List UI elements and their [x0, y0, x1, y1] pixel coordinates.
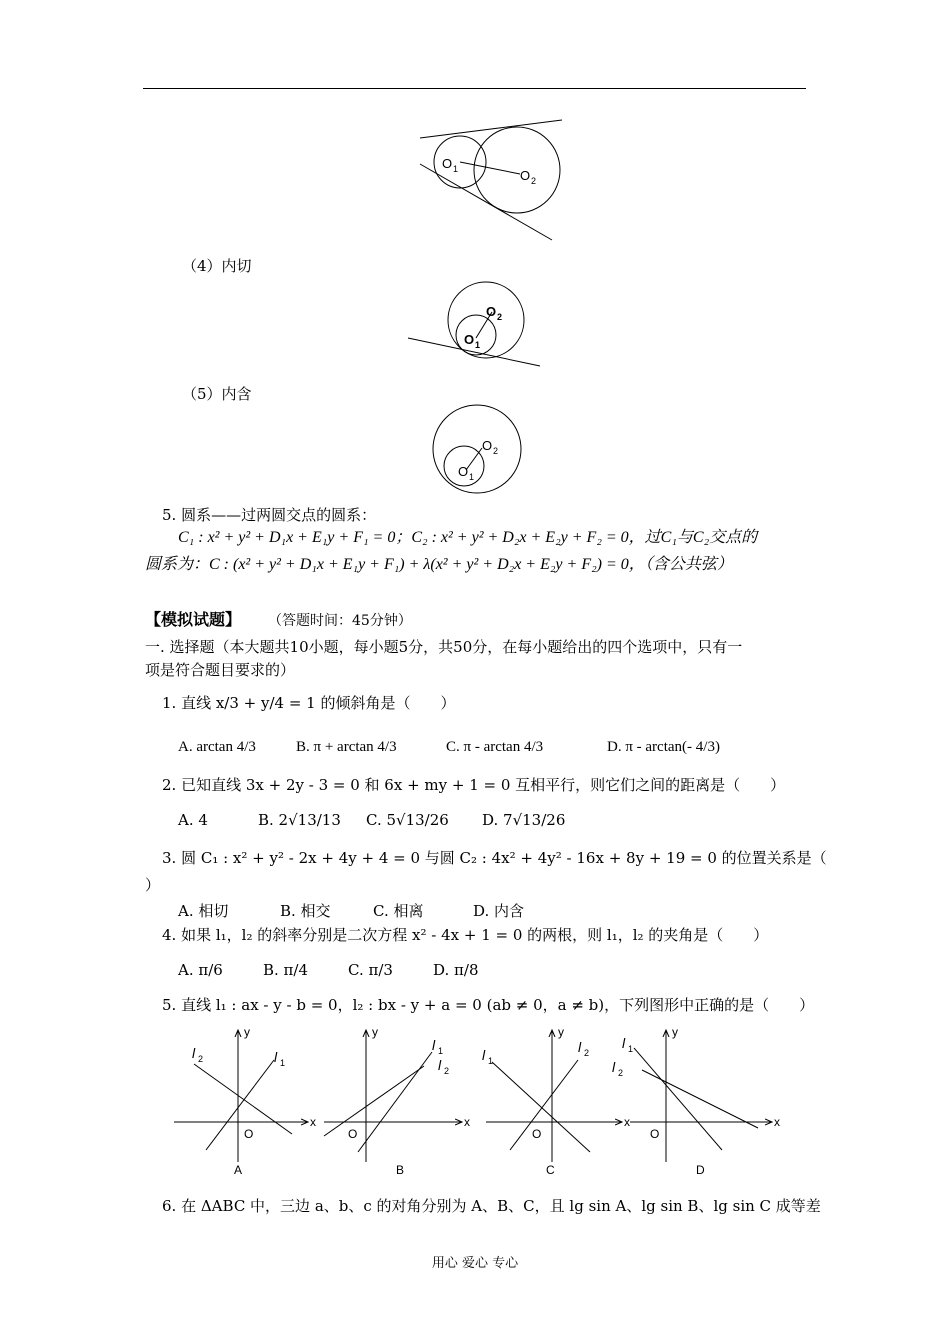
caption-b: B — [396, 1163, 405, 1177]
q1-option-a: A. arctan 4/3 — [178, 739, 256, 755]
svg-text:2: 2 — [531, 176, 537, 186]
o1-label: O — [464, 332, 475, 347]
section-4-heading: （4）内切 — [182, 257, 252, 275]
svg-text:l: l — [438, 1057, 442, 1073]
svg-text:1: 1 — [628, 1044, 634, 1054]
figure-internally-tangent — [404, 280, 546, 372]
svg-text:2: 2 — [618, 1068, 624, 1078]
svg-text:y: y — [244, 1025, 250, 1039]
section-intro-2: 项是符合题目要求的） — [145, 661, 296, 679]
item-5-title: 5. 圆系——过两圆交点的圆系： — [162, 506, 377, 524]
mock-test-time: （答题时间：45分钟） — [268, 613, 412, 629]
svg-text:l: l — [274, 1049, 278, 1065]
q4-option-c: C. π/3 — [348, 961, 393, 979]
q3-option-a: A. 相切 — [178, 902, 229, 920]
o1-label: O — [458, 464, 469, 479]
q2-option-d: D. 7√13/26 — [482, 811, 566, 829]
page-footer: 用心 爱心 专心 — [431, 1256, 519, 1271]
svg-text:O: O — [532, 1127, 542, 1141]
mock-test-title: 【模拟试题】 — [145, 610, 242, 629]
graph-a — [174, 1025, 316, 1177]
svg-text:1: 1 — [469, 472, 475, 482]
caption-a: A — [234, 1163, 243, 1177]
svg-text:O: O — [650, 1127, 660, 1141]
caption-c: C — [546, 1163, 555, 1177]
circle-equations: C₁ : x² + y² + D₁x + E₁y + F₁ = 0；C₂ : x² + y² + D₂x + E₂y + F₂ = 0，过C₁与C₂交点的 — [178, 529, 758, 546]
question-1-stem: 1. 直线 x/3 + y/4 = 1 的倾斜角是（ ） — [162, 694, 456, 712]
svg-text:y: y — [558, 1025, 564, 1039]
graph-d — [612, 1025, 780, 1177]
question-5-graphs — [170, 1022, 790, 1182]
q3-option-d: D. 内含 — [473, 902, 525, 920]
q4-option-a: A. π/6 — [178, 961, 223, 979]
question-3-stem: 3. 圆 C₁ : x² + y² - 2x + 4y + 4 = 0 与圆 C₂ : 4x² + 4y² - 16x + 8y + 19 = 0 的位置关系是（ — [162, 849, 827, 867]
svg-text:y: y — [372, 1025, 378, 1039]
svg-text:x: x — [624, 1115, 630, 1129]
q2-option-b: B. 2√13/13 — [258, 811, 341, 829]
q4-option-b: B. π/4 — [263, 961, 309, 979]
q2-option-c: C. 5√13/26 — [366, 811, 449, 829]
q3-option-b: B. 相交 — [280, 902, 331, 920]
q4-option-d: D. π/8 — [433, 961, 479, 979]
figure-contained-circles — [430, 404, 524, 500]
section-intro-1: 一. 选择题（本大题共10小题，每小题5分，共50分，在每小题给出的四个选项中，只有一 — [145, 638, 743, 656]
question-3-stem-end: ） — [145, 876, 161, 894]
svg-text:1: 1 — [488, 1056, 494, 1066]
q2-option-a: A. 4 — [178, 811, 208, 829]
o2-label: O — [520, 168, 531, 183]
svg-text:2: 2 — [444, 1066, 450, 1076]
q1-option-c: C. π - arctan 4/3 — [446, 739, 544, 755]
question-2-stem: 2. 已知直线 3x + 2y - 3 = 0 和 6x + my + 1 = 0 互相平行，则它们之间的距离是（ ） — [162, 776, 786, 794]
question-6-stem: 6. 在 ΔABC 中，三边 a、b、c 的对角分别为 A、B、C，且 lg sin A、lg sin B、lg sin C 成等差 — [162, 1197, 821, 1215]
svg-text:l: l — [612, 1059, 616, 1075]
svg-text:2: 2 — [493, 446, 499, 456]
svg-text:l: l — [482, 1047, 486, 1063]
svg-text:y: y — [672, 1025, 678, 1039]
svg-text:x: x — [310, 1115, 316, 1129]
svg-text:O: O — [244, 1127, 254, 1141]
q1-option-b: B. π + arctan 4/3 — [296, 739, 397, 755]
svg-text:l: l — [622, 1035, 626, 1051]
o2-label: O — [486, 304, 497, 319]
svg-text:1: 1 — [280, 1058, 286, 1068]
caption-d: D — [696, 1163, 705, 1177]
graph-b — [324, 1025, 470, 1177]
q1-option-d: D. π - arctan(- 4/3) — [607, 739, 720, 755]
header-rule — [143, 88, 806, 89]
svg-text:2: 2 — [584, 1048, 590, 1058]
svg-text:l: l — [432, 1037, 436, 1053]
svg-text:1: 1 — [453, 164, 459, 174]
question-5-stem: 5. 直线 l₁ : ax - y - b = 0，l₂ : bx - y + a = 0 (ab ≠ 0，a ≠ b)，下列图形中正确的是（ ） — [162, 996, 815, 1014]
svg-text:2: 2 — [497, 312, 503, 322]
svg-text:x: x — [774, 1115, 780, 1129]
q3-option-c: C. 相离 — [373, 902, 424, 920]
o1-label: O — [442, 156, 453, 171]
svg-text:1: 1 — [475, 340, 481, 350]
graph-c — [482, 1025, 630, 1177]
svg-text:2: 2 — [198, 1054, 204, 1064]
o2-label: O — [482, 438, 493, 453]
svg-text:O: O — [348, 1127, 358, 1141]
svg-text:1: 1 — [438, 1046, 444, 1056]
svg-text:l: l — [578, 1039, 582, 1055]
section-5-heading: （5）内含 — [182, 385, 252, 403]
circle-family-equation: 圆系为：C : (x² + y² + D₁x + E₁y + F₁) + λ(x² + y² + D₂x + E₂y + F₂) = 0，（含公共弦） — [145, 556, 733, 573]
question-4-stem: 4. 如果 l₁，l₂ 的斜率分别是二次方程 x² - 4x + 1 = 0 的两根，则 l₁，l₂ 的夹角是（ ） — [162, 926, 769, 944]
figure-intersecting-circles — [412, 112, 572, 248]
svg-text:l: l — [192, 1045, 196, 1061]
svg-text:x: x — [464, 1115, 470, 1129]
